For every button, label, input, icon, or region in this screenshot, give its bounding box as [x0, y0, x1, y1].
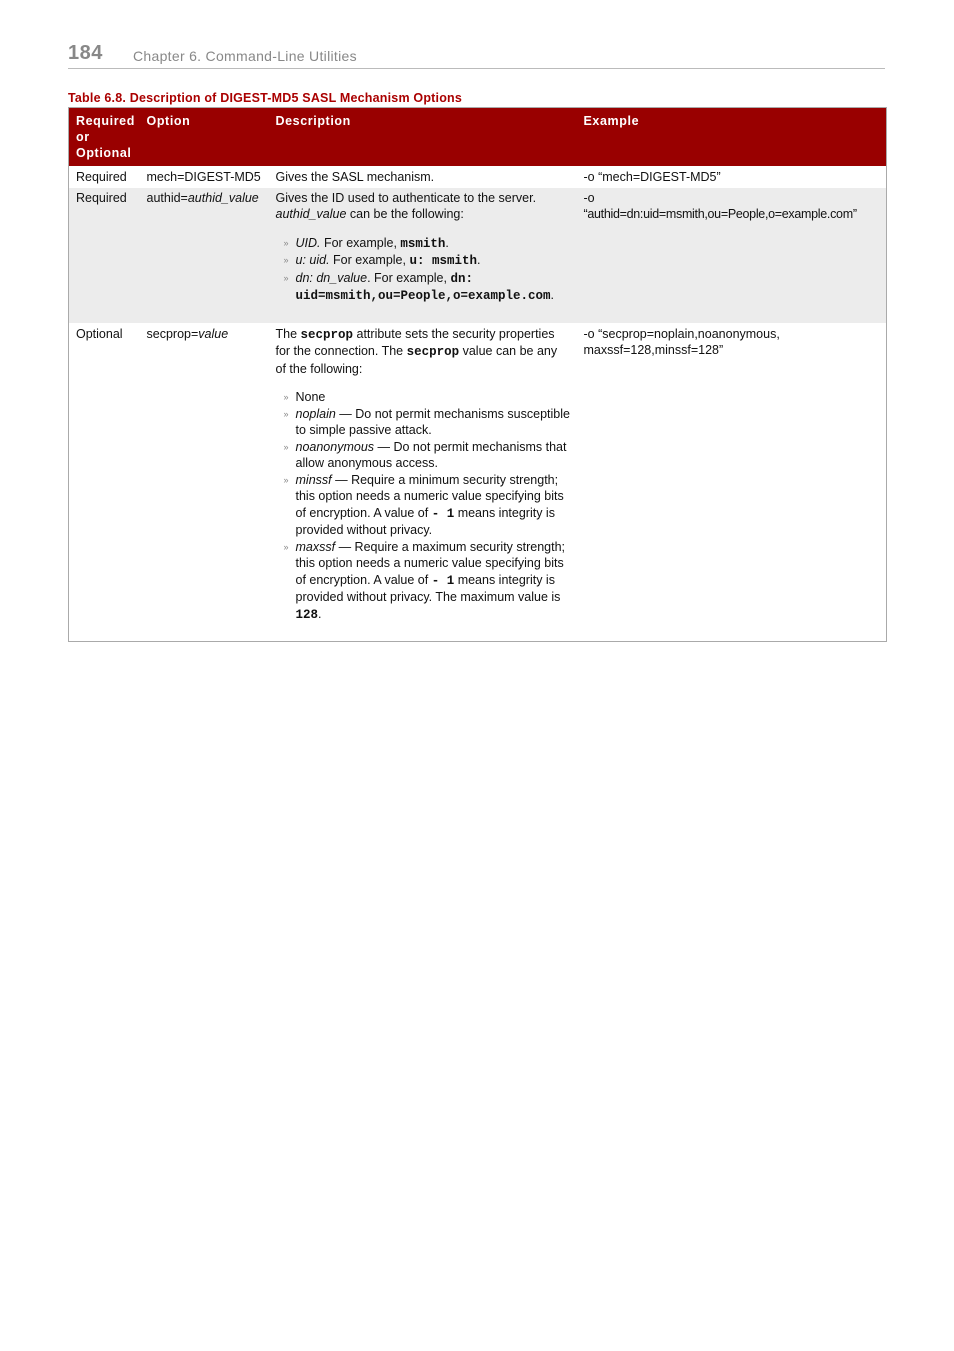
cell-description: The secprop attribute sets the security properties for the connection. The secprop value can be any of the following: » None » noplain — Do not permit mechanisms susceptible to simple passive attack. » noanonymous — Do not permit mechanisms that allow anonymous access. » minssf — Require a minimum security strength; this option needs a numeric value specifying bits of encryption. A value of - 1 means integrity is provided without privacy. » maxssf — Require a maximum security strength; this option needs a numeric value specifying bits of encryption. A value of - 1 means integrity is provided without privacy. The maximum value is 128. — [275, 326, 570, 622]
cell-required: Optional — [76, 326, 123, 341]
list-item: » None — [283, 390, 326, 404]
page-number: 184 — [68, 42, 103, 64]
chevron-right-icon: » — [283, 541, 289, 552]
col-header-example: Example — [577, 108, 887, 167]
cell-option: authid=authid_value — [140, 188, 269, 323]
cell-required: Required — [76, 170, 127, 184]
list-item: » noplain — Do not permit mechanisms susceptible to simple passive attack. — [283, 406, 570, 437]
list-item: » u: uid. For example, u: msmith. — [283, 253, 481, 268]
col-header-option: Option — [140, 108, 269, 167]
list-item: » dn: dn_value. For example, dn: uid=msmith,ou=People,o=example.com. — [283, 270, 555, 303]
list-item: » noanonymous — Do not permit mechanisms that allow anonymous access. — [283, 439, 567, 470]
chapter-title: Chapter 6. Command-Line Utilities — [133, 48, 357, 64]
table-row — [69, 323, 887, 642]
col-header-description: Description — [269, 108, 577, 167]
secprop-value-list — [276, 389, 571, 623]
table-row — [69, 188, 887, 323]
list-item: » minssf — Require a minimum security strength; this option needs a numeric value specifying bits of encryption. A value of - 1 means integrity is provided without privacy. — [283, 472, 564, 537]
cell-option: secprop=value — [146, 326, 229, 341]
options-table — [68, 107, 887, 642]
chevron-right-icon: » — [283, 255, 289, 265]
value-list — [276, 235, 571, 305]
cell-required: Required — [69, 188, 140, 323]
table-header-row — [69, 108, 887, 167]
chevron-right-icon: » — [283, 272, 289, 283]
chevron-right-icon: » — [283, 408, 289, 419]
col-header-required: Required or Optional — [69, 108, 140, 167]
page-header — [68, 42, 885, 69]
cell-description: Gives the ID used to authenticate to the server. authid_value can be the following: » UID. For example, msmith. » u: uid. For example, u: msmith. » dn: dn_value. For example, dn: uid=msmith,ou=People,o=example.com. — [269, 188, 577, 323]
chevron-right-icon: » — [283, 441, 289, 452]
chevron-right-icon: » — [283, 392, 289, 402]
table-row — [69, 166, 887, 188]
list-item: » maxssf — Require a maximum security strength; this option needs a numeric value specifying bits of encryption. A value of - 1 means integrity is provided without privacy. The maximum value is 128. — [283, 539, 566, 622]
cell-description: Gives the SASL mechanism. — [275, 170, 435, 184]
chevron-right-icon: » — [283, 474, 289, 485]
cell-example: -o “secprop=noplain,noanonymous, maxssf=128,minssf=128” — [583, 326, 780, 357]
cell-example: -o “mech=DIGEST-MD5” — [583, 170, 721, 184]
cell-option: mech=DIGEST-MD5 — [146, 170, 261, 184]
table-caption: Table 6.8. Description of DIGEST-MD5 SASL Mechanism Options — [68, 91, 463, 105]
chevron-right-icon: » — [283, 237, 289, 248]
cell-example: -o “authid=dn:uid=msmith,ou=People,o=example.com” — [577, 188, 887, 323]
list-item: » UID. For example, msmith. — [283, 235, 449, 251]
